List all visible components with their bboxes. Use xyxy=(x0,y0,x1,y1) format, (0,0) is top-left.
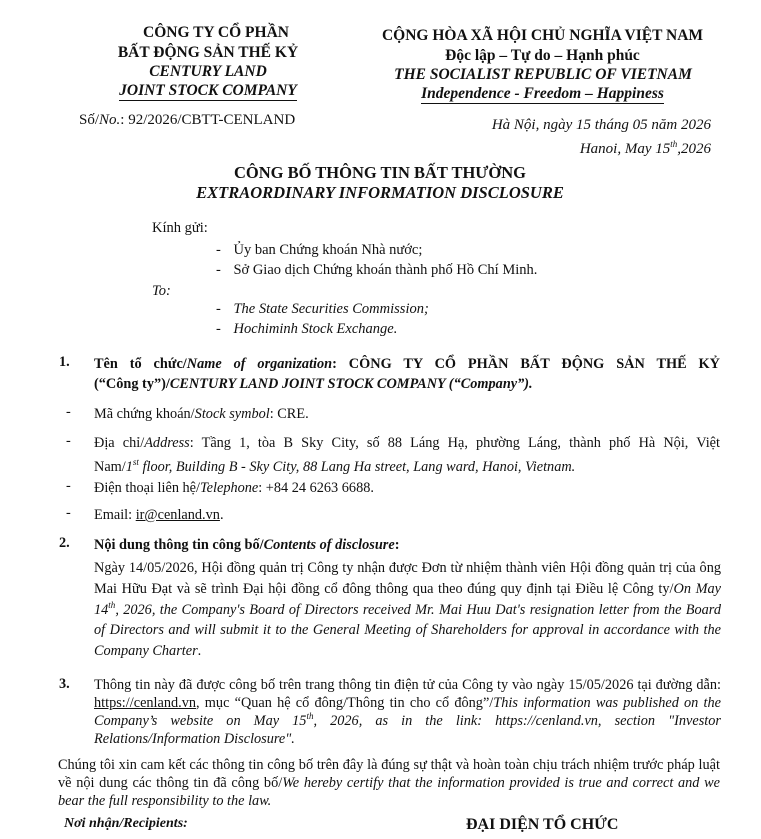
address2-en-a: 1 xyxy=(125,458,133,475)
representative-heading: ĐẠI DIỆN TỔ CHỨC xyxy=(466,816,619,833)
address2-en-b: floor, Building B - Sky City, 88 Lang Ha street, Lang ward, Hanoi, Vietnam. xyxy=(138,458,576,475)
company-name-en-2-text: JOINT STOCK COMPANY xyxy=(119,82,297,99)
section2-heading xyxy=(94,535,399,555)
section2-p-vn: Ngày 14/05/2026, Hội đồng quản trị Công ty nhận được Đơn từ nhiệm thành viên Hội đồng quản trị của ông Mai Hữu Đạt và sẽ trình Đại hội đồng cổ đông thông qua theo đúng quy định tại Điều lệ Công ty/ xyxy=(94,560,721,597)
email-end: . xyxy=(219,507,224,523)
section2-heading-en: Contents of disclosure xyxy=(263,537,395,553)
section3-number: 3. xyxy=(59,676,70,692)
section2-p-end: . xyxy=(197,643,202,660)
commitment-vn: Chúng tôi xin cam kết các thông tin công bố trên đây là đúng sự thật và hoàn toàn chịu trách nhiệm trước pháp luật về nội dung các thông tin đã công bố/ xyxy=(58,757,720,791)
company-name-vn-2: BẤT ĐỘNG SẢN THẾ KỶ xyxy=(117,44,299,61)
section3-link[interactable]: https://cenland.vn xyxy=(94,695,197,711)
section2-p-en-b: , 2026, the Company's Board of Directors received Mr. Mai Huu Dat's resignation letter from the Board of Directors and will submit it to the General Meeting of Shareholders for approval in accordance with the Company Charter xyxy=(94,601,721,660)
stock-label-en: Stock symbol xyxy=(194,406,270,422)
address2-sup: st xyxy=(132,457,139,467)
tel-label-en: Telephone xyxy=(200,480,259,496)
republic-motto-vn: Độc lập – Tự do – Hạnh phúc xyxy=(445,47,640,64)
date-vn: Hà Nội, ngày 15 tháng 05 năm 2026 xyxy=(491,117,711,133)
company-name-en-1: CENTURY LAND xyxy=(149,63,267,80)
email-link[interactable]: ir@cenland.vn xyxy=(135,507,220,523)
dash: - xyxy=(216,262,221,278)
to-label-vn: Kính gửi: xyxy=(152,220,208,236)
section3-p-en-a: This information was published on the Company’s website on May 15 xyxy=(94,695,721,729)
bullet-dash: - xyxy=(66,478,71,494)
company-name-en-2 xyxy=(108,81,308,101)
doc-no-value: : 92/2026/CBTT-CENLAND xyxy=(120,112,296,128)
telephone xyxy=(94,478,374,498)
section1-line1-en: Name of organization xyxy=(186,356,333,372)
stock-label-vn: Mã chứng khoán/ xyxy=(94,406,195,422)
republic-motto-en xyxy=(390,84,695,104)
section1-line2-en: CENTURY LAND JOINT STOCK COMPANY (“Company”). xyxy=(169,376,533,392)
email-label: Email: xyxy=(94,507,136,523)
bullet-dash: - xyxy=(66,505,71,521)
section2-heading-vn: Nội dung thông tin công bố/ xyxy=(94,537,264,553)
section1-line2 xyxy=(94,374,533,394)
tel-value: : +84 24 6263 6688. xyxy=(258,480,374,496)
commitment-en: We hereby certify that the information provided is true and correct and we bear the full responsibility to the law. xyxy=(58,775,721,809)
bullet-dash: - xyxy=(66,404,71,420)
date-en-prefix: Hanoi, May 15 xyxy=(579,141,671,157)
section2-number: 2. xyxy=(59,535,70,551)
email xyxy=(94,505,224,525)
address-line1 xyxy=(94,433,720,453)
section3-p-vn-b: , mục “Quan hệ cổ đông/Thông tin cho cổ đông”/ xyxy=(196,695,494,711)
to-item-en-2-text: Hochiminh Stock Exchange. xyxy=(233,321,398,337)
section2-p-sup: th xyxy=(108,599,116,610)
dash: - xyxy=(216,242,221,258)
stock-value: : CRE. xyxy=(269,406,309,422)
section3-p-vn-a: Thông tin này đã được công bố trên trang thông tin điện tử của Công ty vào ngày 15/05/2026 tại đường dẫn: xyxy=(94,677,721,693)
address2-vn: Nam/ xyxy=(94,458,126,475)
bullet-dash: - xyxy=(66,433,71,449)
dash: - xyxy=(216,321,221,337)
dash: - xyxy=(216,301,221,317)
section1-line1-vn: Tên tổ chức/ xyxy=(94,356,187,372)
section2-p-en-a: On May 14 xyxy=(94,580,721,618)
company-name-vn-1: CÔNG TY CỔ PHẦN xyxy=(143,24,289,41)
stock-symbol xyxy=(94,404,309,424)
to-item-en-1 xyxy=(216,299,429,319)
doc-no-label-vn: Số/ xyxy=(79,112,100,128)
date-en-suffix: ,2026 xyxy=(677,141,711,157)
address-value: : Tầng 1, tòa B Sky City, số 88 Láng Hạ, phường Láng, thành phố Hà Nội, Việt xyxy=(189,435,720,451)
to-item-en-2 xyxy=(216,319,397,339)
to-item-vn-2-text: Sở Giao dịch Chứng khoán thành phố Hồ Chí Minh. xyxy=(233,262,538,278)
to-item-vn-2 xyxy=(216,260,537,280)
section2-paragraph xyxy=(94,558,721,662)
to-item-vn-1 xyxy=(216,240,422,260)
republic-motto-en-text: Independence - Freedom – Happiness xyxy=(421,85,664,102)
section3-p-en-b: , 2026, as in the link: https://cenland.vn, section "Investor Relations/Information Disclosure". xyxy=(94,713,721,747)
section1-line1-val: : CÔNG TY CỔ PHẦN BẤT ĐỘNG SẢN THẾ KỶ xyxy=(332,356,720,372)
section1-line1 xyxy=(94,354,720,374)
to-item-vn-1-text: Ủy ban Chứng khoán Nhà nước; xyxy=(233,242,423,258)
republic-title-vn: CỘNG HÒA XÃ HỘI CHỦ NGHĨA VIỆT NAM xyxy=(381,27,704,44)
address-label-vn: Địa chỉ/ xyxy=(94,435,145,451)
date-en-sup: th xyxy=(670,139,678,149)
section1-number: 1. xyxy=(59,354,70,370)
republic-title-en: THE SOCIALIST REPUBLIC OF VIETNAM xyxy=(394,66,692,83)
title-vn: CÔNG BỐ THÔNG TIN BẤT THƯỜNG xyxy=(233,163,527,182)
doc-no-label-en: No. xyxy=(99,112,121,128)
section1-line2-vn: (“Công ty”)/ xyxy=(94,376,170,392)
address-label-en: Address xyxy=(144,435,190,451)
address-line2 xyxy=(94,452,575,477)
date-en xyxy=(580,135,711,160)
recipients-label: Nơi nhận/Recipients: xyxy=(64,816,188,831)
title-en: EXTRAORDINARY INFORMATION DISCLOSURE xyxy=(196,183,564,202)
document-number xyxy=(79,111,295,131)
tel-label-vn: Điện thoại liên hệ/ xyxy=(94,480,201,496)
commitment-paragraph xyxy=(58,756,720,810)
section2-heading-end: : xyxy=(394,537,400,553)
section3-paragraph xyxy=(94,676,721,748)
to-item-en-1-text: The State Securities Commission; xyxy=(233,301,429,317)
section3-p-sup: th xyxy=(306,711,314,722)
to-label-en: To: xyxy=(152,283,171,299)
